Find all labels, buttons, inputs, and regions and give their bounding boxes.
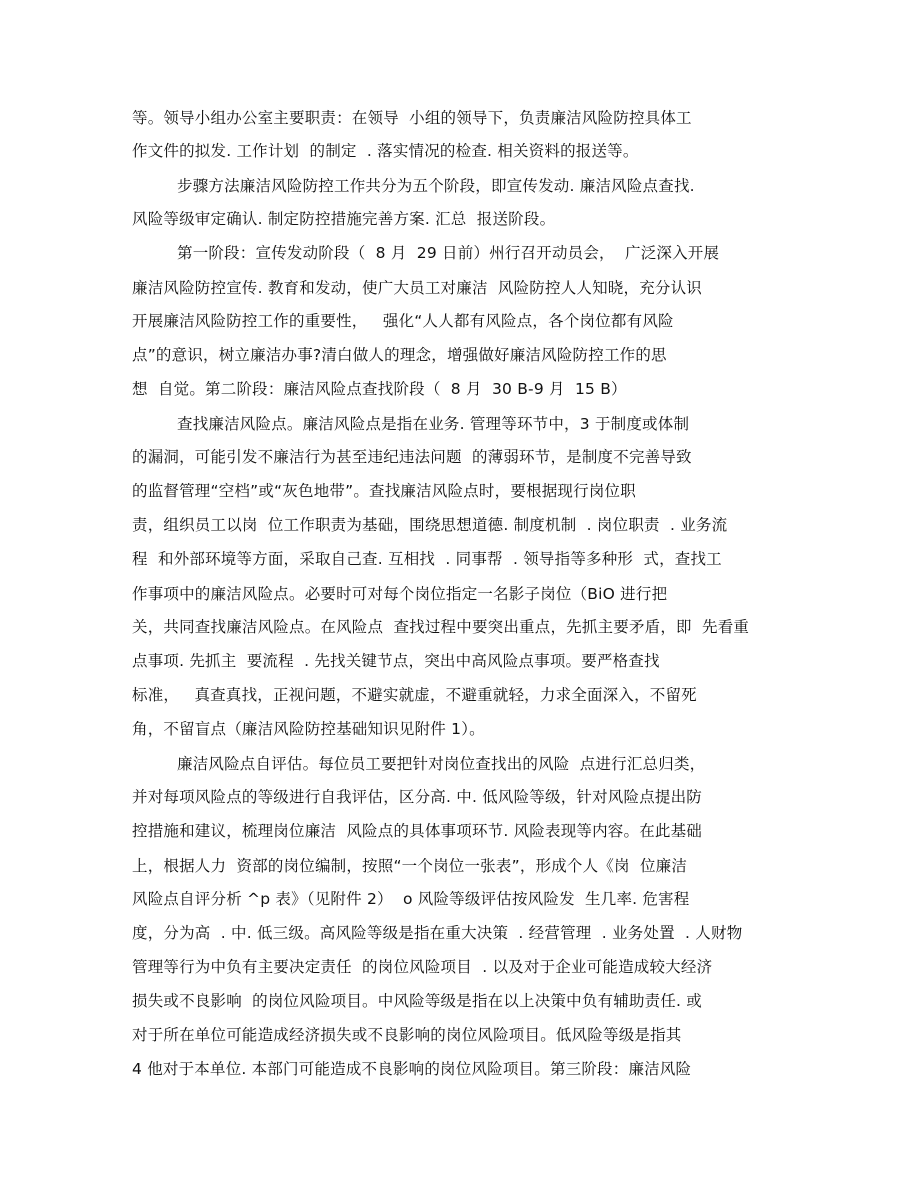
text-line: 损失或不良影响 的岗位风险项目。中风险等级是指在以上决策中负有辅助责任. 或 — [132, 992, 703, 1010]
text-line: 标准， 真查真找，正视问题，不避实就虚，不避重就轻，力求全面深入，不留死 — [132, 686, 697, 704]
text-line: 的监督管理“空档”或“灰色地带”。查找廉洁风险点时，要根据现行岗位职 — [132, 482, 636, 500]
text-line: 步骤方法廉洁风险防控工作共分为五个阶段，即宣传发动. 廉洁风险点查找. — [177, 177, 695, 195]
text-line: 点事项. 先抓主 要流程 . 先找关键节点，突出中高风险点事项。要严格查找 — [132, 652, 660, 670]
text-line: 作事项中的廉洁风险点。必要时可对每个岗位指定一名影子岗位（BiO 进行把 — [132, 585, 668, 603]
text-line: 风险等级审定确认. 制定防控措施完善方案. 汇总 报送阶段。 — [132, 210, 556, 228]
text-line: 责，组织员工以岗 位工作职责为基础，围绕思想道德. 制度机制 . 岗位职责 . 业务流 — [132, 516, 728, 534]
text-line: 4 他对于本单位. 本部门可能造成不良影响的岗位风险项目。第三阶段：廉洁风险 — [132, 1060, 692, 1078]
text-line: 角，不留盲点（廉洁风险防控基础知识见附件 1）。 — [132, 720, 485, 738]
text-line: 想 自觉。第二阶段：廉洁风险点查找阶段（ 8 月 30 B-9 月 15 B） — [132, 380, 627, 398]
text-line: 控措施和建议，梳理岗位廉洁 风险点的具体事项环节. 风险表现等内容。在此基础 — [132, 822, 703, 840]
text-line: 对于所在单位可能造成经济损失或不良影响的岗位风险项目。低风险等级是指其 — [132, 1026, 682, 1044]
text-line: 等。领导小组办公室主要职责：在领导 小组的领导下，负责廉洁风险防控具体工 — [132, 109, 692, 127]
text-line: 并对每项风险点的等级进行自我评估，区分高. 中. 低风险等级，针对风险点提出防 — [132, 788, 703, 806]
text-line: 点”的意识，树立廉洁办事?清白做人的理念，增强做好廉洁风险防控工作的思 — [132, 346, 667, 364]
text-line: 度，分为高 . 中. 低三级。高风险等级是指在重大决策 . 经营管理 . 业务处置 . 人财物 — [132, 924, 743, 942]
text-line: 查找廉洁风险点。廉洁风险点是指在业务. 管理等环节中，3 于制度或体制 — [177, 415, 690, 433]
text-line: 程 和外部环境等方面，采取自己查. 互相找 . 同事帮 . 领导指等多种形 式，查找工 — [132, 550, 722, 568]
text-line: 开展廉洁风险防控工作的重要性， 强化“人人都有风险点，各个岗位都有风险 — [132, 312, 674, 330]
text-line: 第一阶段：宣传发动阶段（ 8 月 29 日前）州行召开动员会， 广泛深入开展 — [177, 244, 720, 262]
text-line: 风险点自评分析 ^p 表》（见附件 2） o 风险等级评估按风险发 生几率. 危害程 — [132, 890, 690, 908]
text-line: 关，共同查找廉洁风险点。在风险点 查找过程中要突出重点，先抓主要矛盾，即 先看重 — [132, 618, 750, 636]
text-line: 廉洁风险防控宣传. 教育和发动，使广大员工对廉洁 风险防控人人知晓，充分认识 — [132, 279, 703, 297]
text-line: 的漏洞，可能引发不廉洁行为甚至违纪违法问题 的薄弱环节，是制度不完善导致 — [132, 448, 692, 466]
text-line: 作文件的拟发. 工作计划 的制定 . 落实情况的检查. 相关资料的报送等。 — [132, 142, 639, 160]
text-line: 上，根据人力 资部的岗位编制，按照“一个岗位一张表”，形成个人《岗 位廉洁 — [132, 857, 688, 875]
text-line: 管理等行为中负有主要决定责任 的岗位风险项目 . 以及对于企业可能造成较大经济 — [132, 958, 713, 976]
text-line: 廉洁风险点自评估。每位员工要把针对岗位查找出的风险 点进行汇总归类， — [177, 755, 706, 773]
